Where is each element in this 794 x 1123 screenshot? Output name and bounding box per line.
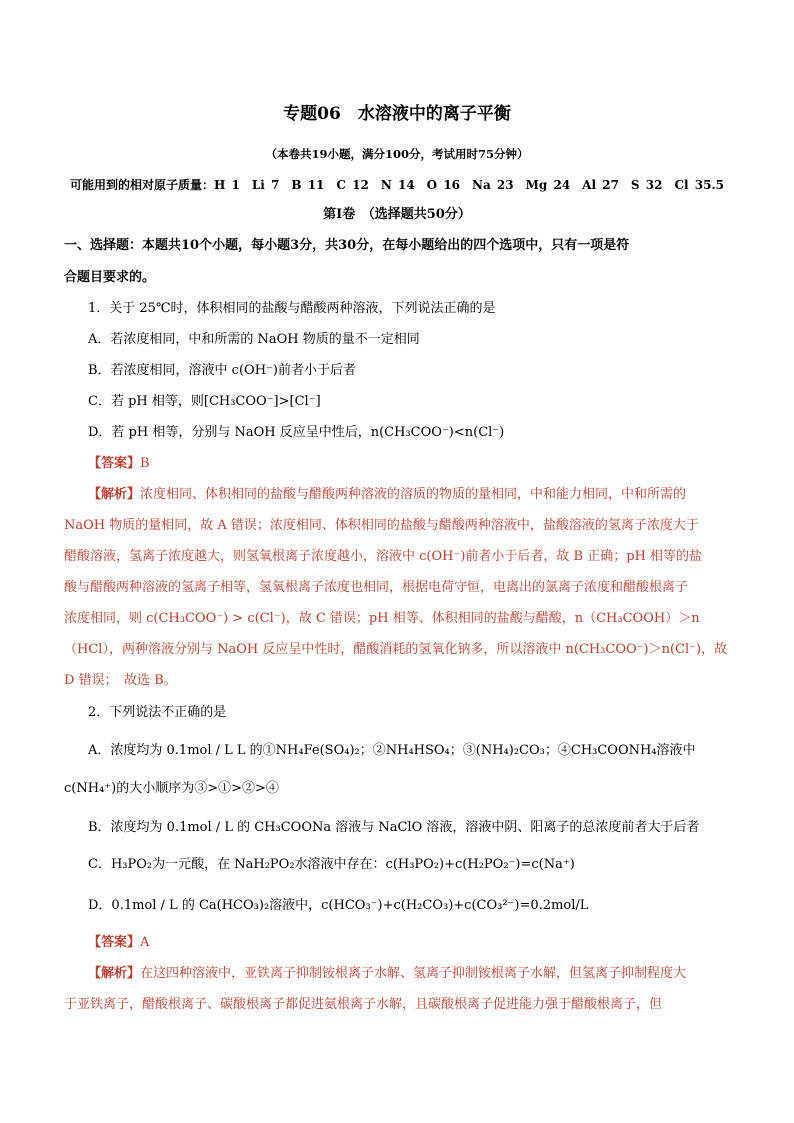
- q1-option-b: B．若浓度相同，溶液中 c(OH⁻)前者小于后者: [88, 363, 356, 378]
- section-heading: 第Ⅰ卷 （选择题共50分）: [323, 207, 471, 222]
- q1-answer: [88, 456, 150, 472]
- answer-value: B: [140, 456, 150, 471]
- q2-answer: [88, 935, 149, 951]
- q2-explanation-line-2: 于亚铁离子，醋酸根离子、碳酸根离子都促进氨根离子水解，且碳酸根离子促进能力强于醋酸根离子，但: [64, 997, 663, 1012]
- answer-value: A: [140, 935, 150, 950]
- q2-option-b: B．浓度均为 0.1mol / L 的 CH₃COONa 溶液与 NaClO 溶液，溶液中阴、阳离子的总浓度前者大于后者: [88, 820, 700, 835]
- instructions-line-2: 合题目要求的。: [64, 270, 156, 285]
- q2-explanation-line-1: 【解析】在这四种溶液中，亚铁离子抑制铵根离子水解、氢离子抑制铵根离子水解，但氢离子抑制程度大: [88, 966, 687, 981]
- q1-option-c: C．若 pH 相等，则[CH₃COO⁻]>[Cl⁻]: [88, 394, 321, 409]
- exam-info: （本卷共19小题，满分100分，考试用时75分钟）: [265, 147, 529, 161]
- q1-explanation-line-3: 醋酸溶液，氢离子浓度越大，则氢氧根离子浓度越小，溶液中 c(OH⁻)前者小于后者，故 B 正确；pH 相等的盐: [64, 549, 703, 564]
- q1-explanation-line-1: 【解析】浓度相同、体积相同的盐酸与醋酸两种溶液的溶质的物质的量相同，中和能力相同，中和所需的: [88, 487, 687, 502]
- q1-explanation-line-5: 浓度相同，则 c(CH₃COO⁻) > c(Cl⁻)，故 C 错误；pH 相等、体积相同的盐酸与醋酸，n（CH₃COOH）＞n: [64, 611, 700, 626]
- atomic-masses: 可能用到的相对原子质量：H 1 Li 7 B 11 C 12 N 14 O 16 Na 23 Mg 24 Al 27 S 32 Cl 35.5: [70, 178, 724, 192]
- page-title: 专题06 水溶液中的离子平衡: [283, 104, 511, 124]
- q2-stem: 2．下列说法不正确的是: [88, 705, 227, 720]
- q1-explanation-line-7: D 错误； 故选 B。: [64, 673, 177, 688]
- q1-option-a: A．若浓度相同，中和所需的 NaOH 物质的量不一定相同: [88, 332, 420, 347]
- q1-option-d: D．若 pH 相等，分别与 NaOH 反应呈中性后，n(CH₃COO⁻)<n(Cl⁻): [88, 425, 505, 440]
- q1-explanation-line-6: （HCl），两种溶液分别与 NaOH 反应呈中性时，醋酸消耗的氢氧化钠多，所以溶液中 n(CH₃COO⁻)＞n(Cl⁻)，故: [64, 642, 728, 657]
- q1-explanation-line-4: 酸与醋酸两种溶液的氢离子相等，氢氧根离子浓度也相同，根据电荷守恒，电离出的氯离子浓度和醋酸根离子: [64, 580, 689, 595]
- q2-option-a-line-1: A．浓度均为 0.1mol / L L 的①NH₄Fe(SO₄)₂；②NH₄HSO₄；③(NH₄)₂CO₃；④CH₃COONH₄溶液中: [88, 743, 696, 758]
- explanation-label: 【解析】: [88, 966, 141, 981]
- q2-option-a-line-2: c(NH₄⁺)的大小顺序为③>①>②>④: [64, 781, 279, 796]
- q1-stem: 1．关于 25℃时，体积相同的盐酸与醋酸两种溶液，下列说法正确的是: [88, 301, 496, 316]
- explanation-label: 【解析】: [88, 487, 141, 502]
- answer-label: 【答案】: [88, 456, 141, 471]
- q2-option-d: D．0.1mol / L 的 Ca(HCO₃)₂溶液中，c(HCO₃⁻)+c(H₂CO₃)+c(CO₃²⁻)=0.2mol/L: [88, 898, 589, 913]
- instructions-line-1: 一、选择题：本题共10个小题，每小题3分，共30分，在每小题给出的四个选项中，只有一项是符: [64, 238, 630, 253]
- answer-label: 【答案】: [88, 935, 141, 950]
- q1-explanation-line-2: NaOH 物质的量相同，故 A 错误；浓度相同、体积相同的盐酸与醋酸两种溶液中，盐酸溶液的氢离子浓度大于: [64, 518, 699, 533]
- q2-option-c: C．H₃PO₂为一元酸，在 NaH₂PO₂水溶液中存在：c(H₃PO₂)+c(H₂PO₂⁻)=c(Na⁺): [88, 857, 575, 872]
